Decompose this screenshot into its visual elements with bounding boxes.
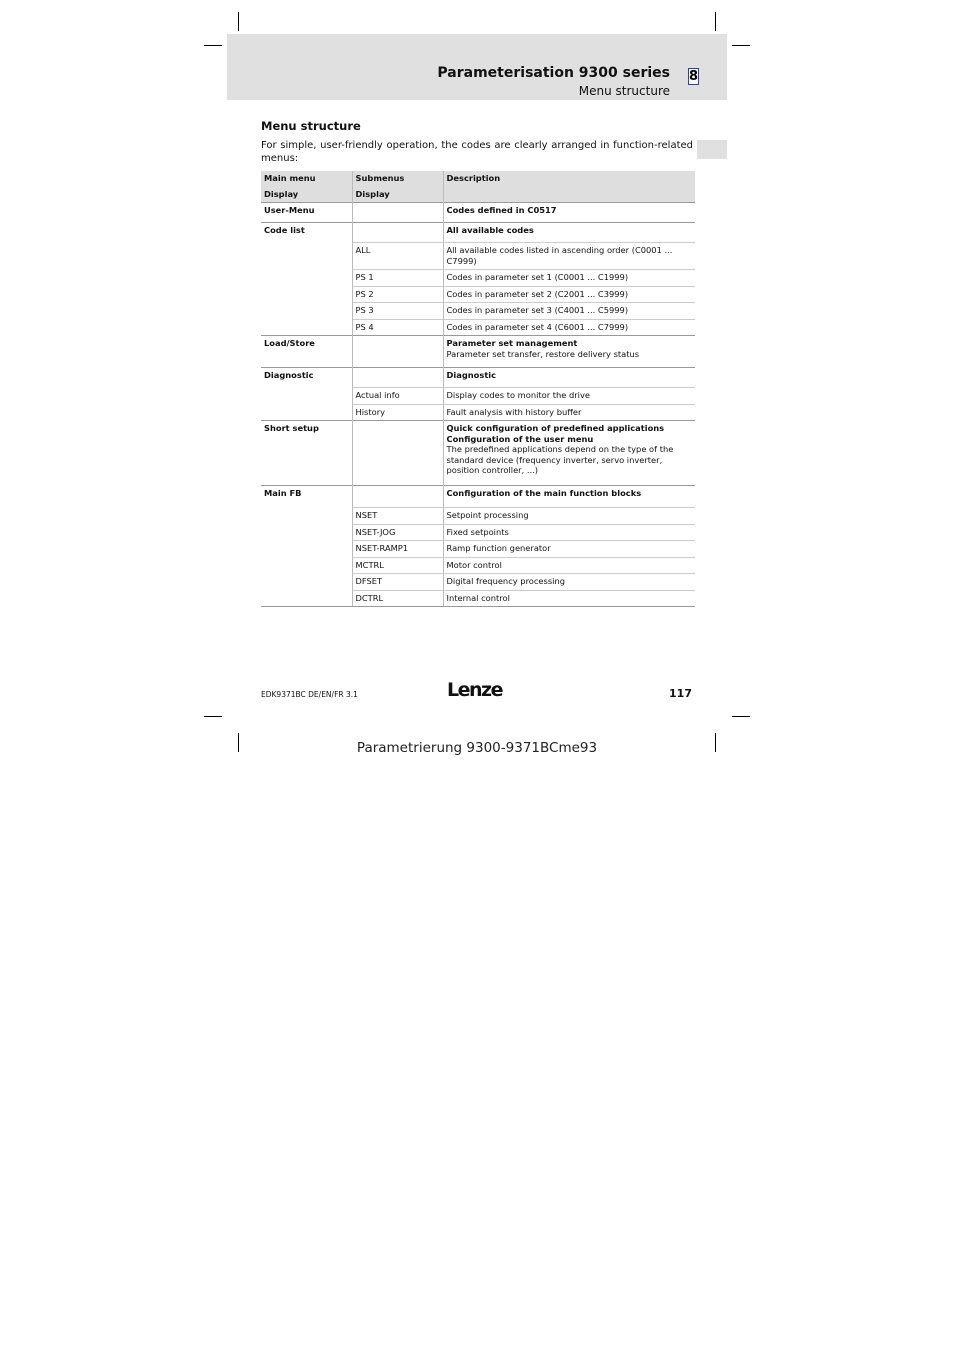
table-row [261, 336, 695, 368]
page-header [227, 34, 727, 100]
table-row [261, 574, 695, 591]
submenu-cell [352, 486, 443, 508]
submenu-cell: PS 3 [352, 303, 443, 320]
submenu-cell: MCTRL [352, 557, 443, 574]
description-cell: Configuration of the main function blocks [443, 486, 695, 508]
table-row [261, 557, 695, 574]
main-menu-cell [261, 557, 352, 574]
crop-mark [715, 12, 716, 31]
main-menu-cell [261, 541, 352, 558]
description-cell: Codes in parameter set 1 (C0001 ... C1999) [443, 270, 695, 287]
description-cell: Codes in parameter set 4 (C6001 ... C7999) [443, 319, 695, 336]
description-cell: Digital frequency processing [443, 574, 695, 591]
submenu-cell: DCTRL [352, 590, 443, 607]
page-title: Parameterisation 9300 series [437, 65, 670, 81]
main-menu-cell [261, 270, 352, 287]
table-row [261, 368, 695, 388]
header-main-menu: Main menu [261, 171, 352, 187]
submenu-cell [352, 421, 443, 486]
table-row [261, 486, 695, 508]
main-menu-cell: Load/Store [261, 336, 352, 368]
description-cell: Fixed setpoints [443, 524, 695, 541]
table-row [261, 508, 695, 525]
page-number: 117 [669, 687, 692, 700]
description-cell: Display codes to monitor the drive [443, 388, 695, 405]
main-menu-cell: Main FB [261, 486, 352, 508]
submenu-cell [352, 223, 443, 243]
submenu-cell: PS 1 [352, 270, 443, 287]
description-text: Parameter set transfer, restore delivery status [446, 348, 640, 359]
crop-mark [204, 45, 222, 46]
submenu-cell: DFSET [352, 574, 443, 591]
main-menu-cell [261, 574, 352, 591]
lenze-logo: Lenze [447, 679, 502, 701]
crop-mark [732, 45, 750, 46]
submenu-cell: Actual info [352, 388, 443, 405]
main-menu-cell [261, 590, 352, 607]
table-header-row [261, 171, 695, 187]
intro-text: For simple, user-friendly operation, the codes are clearly arranged in function-related menus: [261, 140, 693, 164]
main-menu-cell: Code list [261, 223, 352, 243]
description-heading: Parameter set management [446, 338, 578, 348]
table-row [261, 286, 695, 303]
main-menu-cell [261, 319, 352, 336]
header-description: Description [443, 171, 695, 203]
description-heading: Configuration of the user menu [446, 433, 594, 444]
document-id: EDK9371BC DE/EN/FR 3.1 [261, 690, 358, 699]
table-row [261, 590, 695, 607]
crop-mark [238, 12, 239, 31]
main-menu-cell [261, 388, 352, 405]
submenu-cell: NSET-JOG [352, 524, 443, 541]
chapter-marker: 8 [689, 69, 699, 84]
description-cell: Setpoint processing [443, 508, 695, 525]
side-tab [697, 140, 727, 159]
table-row [261, 319, 695, 336]
description-cell: Internal control [443, 590, 695, 607]
table-row [261, 270, 695, 287]
main-menu-cell: Short setup [261, 421, 352, 486]
submenu-cell [352, 368, 443, 388]
submenu-cell: NSET [352, 508, 443, 525]
description-cell: Fault analysis with history buffer [443, 404, 695, 421]
description-heading: Quick configuration of predefined applications [446, 423, 665, 433]
submenu-cell [352, 203, 443, 223]
main-menu-cell [261, 286, 352, 303]
menu-structure-table [261, 171, 695, 607]
description-cell: All available codes [443, 223, 695, 243]
submenu-cell: PS 2 [352, 286, 443, 303]
description-cell [443, 421, 695, 486]
table-row [261, 541, 695, 558]
description-text: The predefined applications depend on the type of the standard device (frequency inverter, servo inverter, position controller, ...) [446, 444, 674, 475]
submenu-cell: Display [352, 187, 443, 203]
description-cell [443, 336, 695, 368]
crop-mark [732, 716, 750, 717]
main-menu-cell [261, 243, 352, 270]
table-row [261, 303, 695, 320]
table-row [261, 421, 695, 486]
document-caption: Parametrierung 9300-9371BCme93 [356, 740, 598, 756]
section-title: Menu structure [261, 119, 361, 133]
table-row [261, 243, 695, 270]
description-cell: Codes defined in C0517 [443, 203, 695, 223]
table-row [261, 223, 695, 243]
description-cell: All available codes listed in ascending order (C0001 ... C7999) [443, 243, 695, 270]
submenu-cell: PS 4 [352, 319, 443, 336]
main-menu-cell: Display [261, 187, 352, 203]
header-submenus: Submenus [352, 171, 443, 187]
page-subtitle: Menu structure [578, 84, 670, 98]
description-cell: Motor control [443, 557, 695, 574]
description-cell: Diagnostic [443, 368, 695, 388]
table-row [261, 388, 695, 405]
main-menu-cell [261, 303, 352, 320]
main-menu-cell [261, 404, 352, 421]
description-cell: Codes in parameter set 2 (C2001 ... C3999) [443, 286, 695, 303]
submenu-cell [352, 336, 443, 368]
description-cell: Codes in parameter set 3 (C4001 ... C5999) [443, 303, 695, 320]
main-menu-cell [261, 524, 352, 541]
table-row [261, 203, 695, 223]
submenu-cell: History [352, 404, 443, 421]
crop-mark [204, 716, 222, 717]
submenu-cell: NSET-RAMP1 [352, 541, 443, 558]
submenu-cell: ALL [352, 243, 443, 270]
table-row [261, 524, 695, 541]
main-menu-cell: Diagnostic [261, 368, 352, 388]
description-cell: Ramp function generator [443, 541, 695, 558]
main-menu-cell [261, 508, 352, 525]
table-row [261, 404, 695, 421]
main-menu-cell: User-Menu [261, 203, 352, 223]
